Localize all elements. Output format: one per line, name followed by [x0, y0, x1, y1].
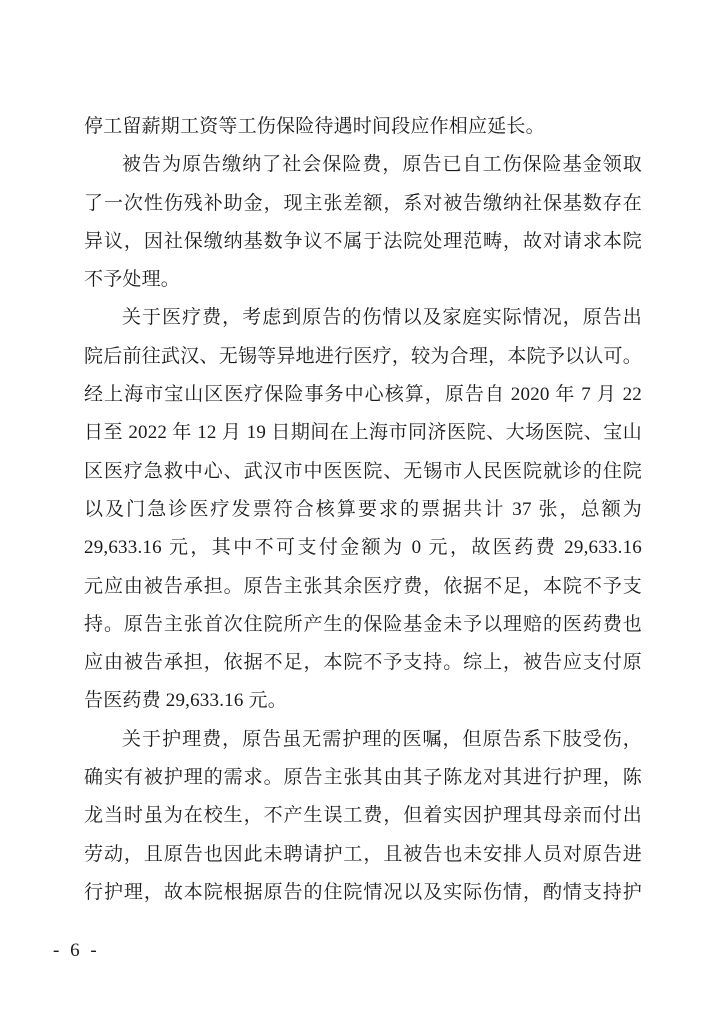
- text-line: 确实有被护理的需求。原告主张其由其子陈龙对其进行护理，陈: [84, 767, 642, 789]
- text-line: 劳动，且原告也因此未聘请护工，且被告也未安排人员对原告进: [84, 843, 642, 865]
- text-line: 行护理，故本院根据原告的住院情况以及实际伤情，酌情支持护: [84, 881, 642, 903]
- text-line: 异议，因社保缴纳基数争议不属于法院处理范畴，故对请求本院: [84, 230, 642, 252]
- text-line: 29,633.16 元，其中不可支付金额为 0 元，故医药费 29,633.16: [84, 537, 642, 559]
- text-line: 元应由被告承担。原告主张其余医疗费，依据不足，本院不予支: [84, 575, 642, 597]
- text-line: 以及门急诊医疗发票符合核算要求的票据共计 37 张，总额为: [84, 498, 642, 520]
- paragraph: [84, 721, 642, 912]
- text-line: 区医疗急救中心、武汉市中医医院、无锡市人民医院就诊的住院: [84, 460, 642, 482]
- paragraph: [84, 108, 642, 146]
- document-body: [84, 108, 642, 912]
- text-line: 院后前往武汉、无锡等异地进行医疗，较为合理，本院予以认可。: [84, 345, 642, 367]
- text-line: 持。原告主张首次住院所产生的保险基金未予以理赔的医药费也: [84, 613, 642, 635]
- paragraph: [84, 146, 642, 299]
- text-line: 告医药费 29,633.16 元。: [84, 690, 287, 712]
- text-line: 关于护理费，原告虽无需护理的医嘱，但原告系下肢受伤，: [122, 728, 642, 750]
- text-line: 不予处理。: [84, 269, 181, 291]
- text-line: 日至 2022 年 12 月 19 日期间在上海市同济医院、大场医院、宝山: [84, 422, 642, 444]
- text-line: 被告为原告缴纳了社会保险费，原告已自工伤保险基金领取: [122, 154, 642, 176]
- text-line: 经上海市宝山区医疗保险事务中心核算，原告自 2020 年 7 月 22: [84, 384, 642, 406]
- text-line: 龙当时虽为在校生，不产生误工费，但着实因护理其母亲而付出: [84, 805, 642, 827]
- text-line: 应由被告承担，依据不足，本院不予支持。综上，被告应支付原: [84, 652, 642, 674]
- page-number: - 6 -: [53, 940, 100, 961]
- text-line: 关于医疗费，考虑到原告的伤情以及家庭实际情况，原告出: [122, 307, 642, 329]
- text-line: 了一次性伤残补助金，现主张差额，系对被告缴纳社保基数存在: [84, 192, 642, 214]
- paragraph: [84, 299, 642, 720]
- text-line: 停工留薪期工资等工伤保险待遇时间段应作相应延长。: [84, 116, 545, 137]
